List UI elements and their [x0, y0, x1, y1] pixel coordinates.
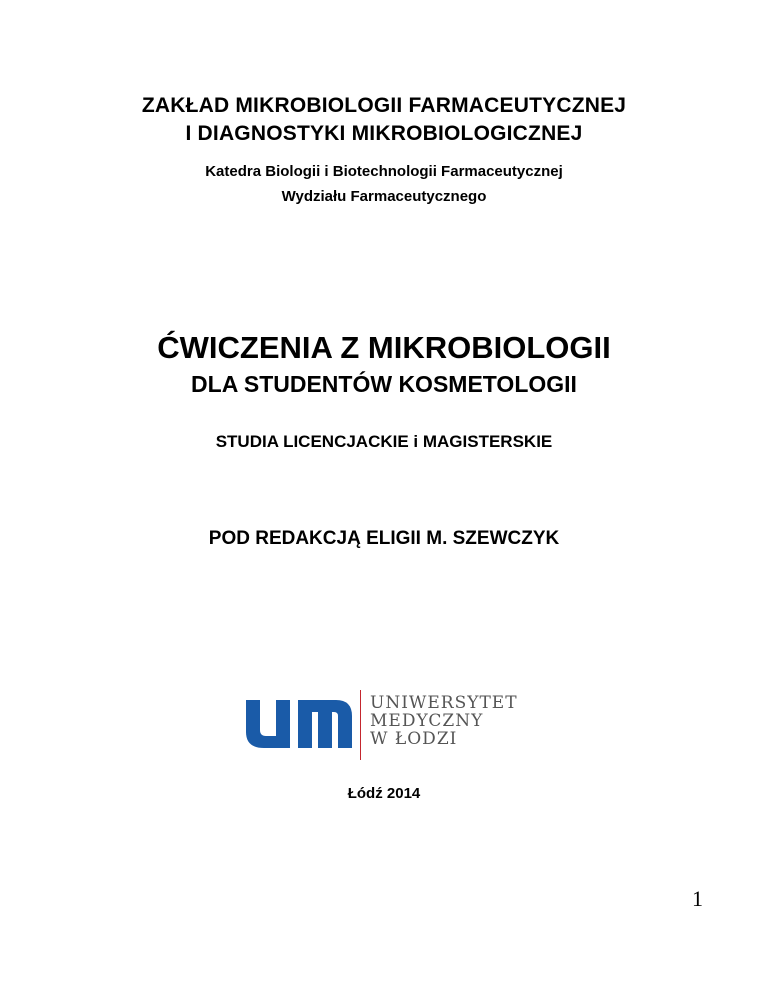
- page-number: 1: [692, 886, 703, 911]
- logo-text-line2: MEDYCZNY: [370, 711, 484, 731]
- department-name-line2: I DIAGNOSTYKI MIKROBIOLOGICZNEJ: [185, 122, 583, 145]
- chair-name-line2: Wydziału Farmaceutycznego: [281, 188, 487, 205]
- document-title-secondary: DLA STUDENTÓW KOSMETOLOGII: [191, 371, 577, 397]
- study-level-subtitle: STUDIA LICENCJACKIE i MAGISTERSKIE: [215, 432, 553, 451]
- logo-text-line3: W ŁODZI: [370, 729, 458, 749]
- editor-line: POD REDAKCJĄ ELIGII M. SZEWCZYK: [208, 528, 560, 549]
- um-logo-mark-icon: [246, 700, 354, 748]
- place-and-year: Łódź 2014: [347, 785, 421, 802]
- university-logo: [246, 686, 536, 766]
- chair-name-line1: Katedra Biologii i Biotechnologii Farmaceutycznej: [205, 163, 563, 180]
- logo-text-line1: UNIWERSYTET: [370, 693, 518, 713]
- department-name-line1: ZAKŁAD MIKROBIOLOGII FARMACEUTYCZNEJ: [141, 94, 627, 117]
- logo-divider: [360, 690, 361, 760]
- document-title: ĆWICZENIA Z MIKROBIOLOGII: [157, 330, 611, 365]
